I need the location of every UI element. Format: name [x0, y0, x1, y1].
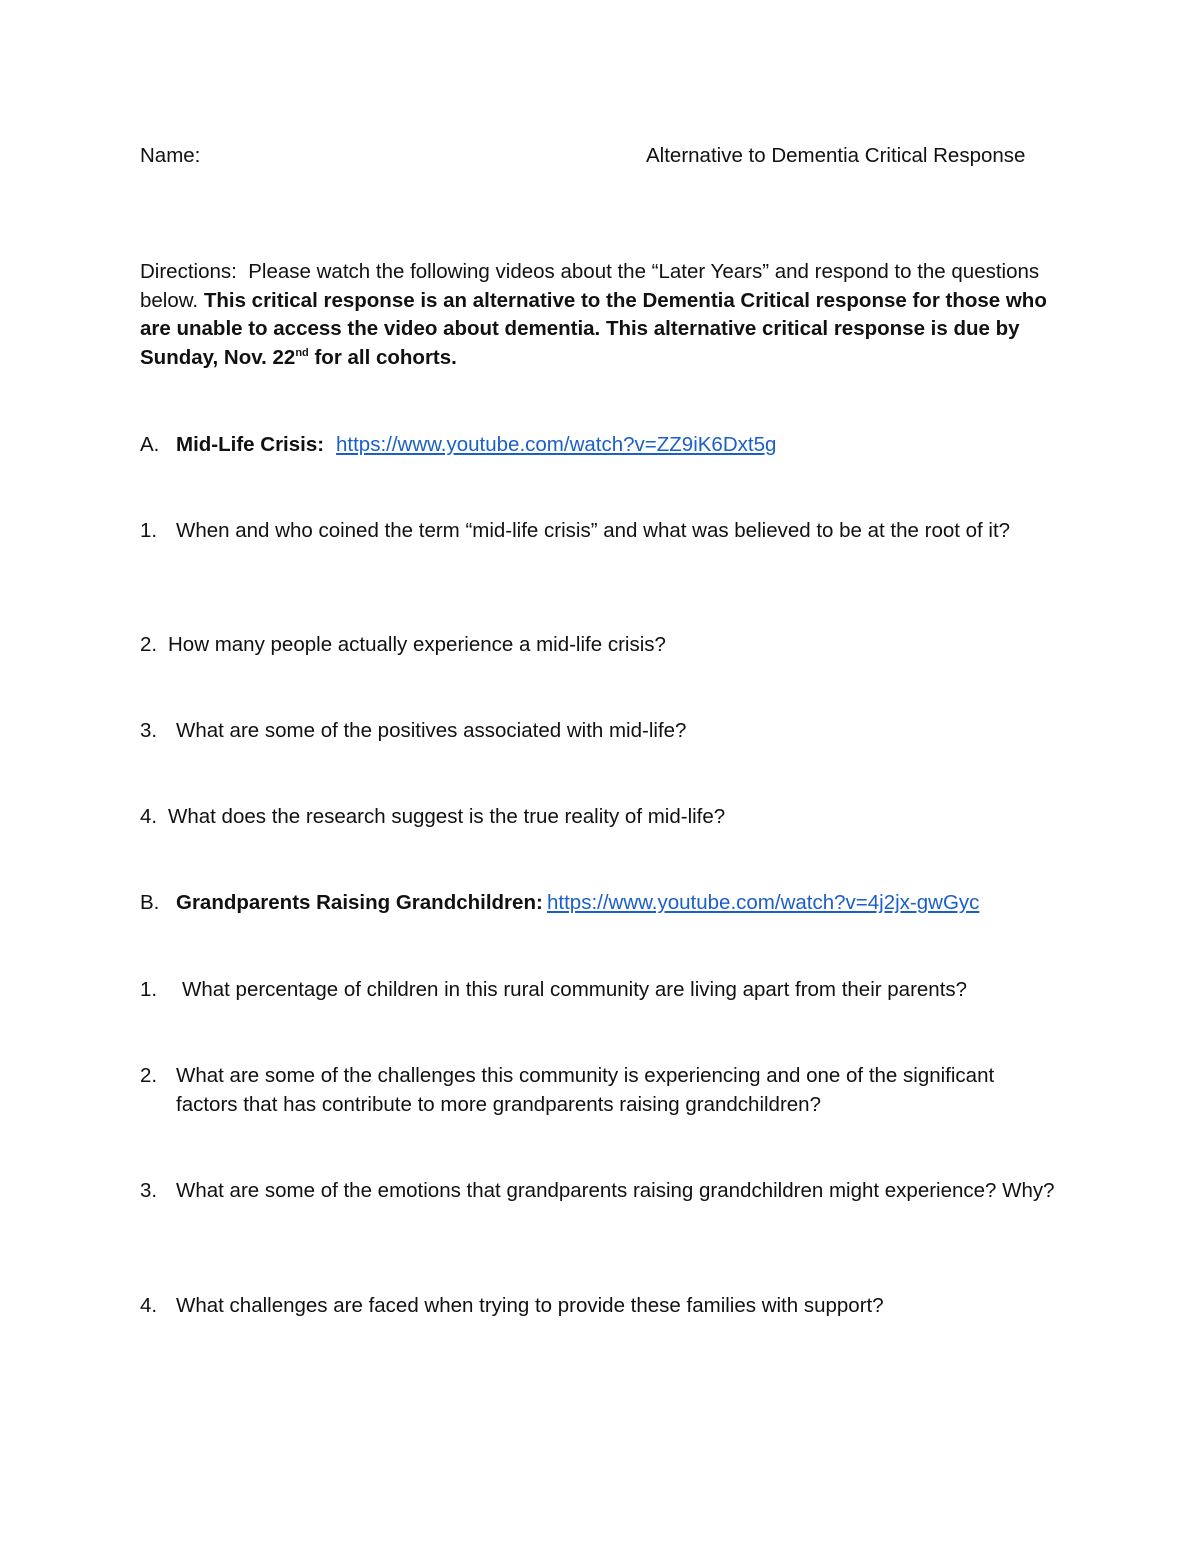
section-b-video-link[interactable]: https://www.youtube.com/watch?v=4j2jx-gwGyc — [547, 891, 980, 914]
section-b-letter: B. — [140, 891, 160, 914]
directions-bold-text: This critical response is an alternative to the Dementia Critical response for those who are unable to access the video about dementia. This alternative critical response is due by Sunday, Nov. 22 — [140, 288, 1047, 369]
directions-bold-end: for all cohorts. — [314, 345, 457, 369]
section-b-q2-number: 2. — [140, 1064, 158, 1087]
section-a-title: Mid-Life Crisis: — [176, 433, 325, 456]
directions-label: Directions: — [140, 260, 237, 283]
section-b-q1-text: What percentage of children in this rural community are living apart from their parents? — [182, 978, 968, 1001]
section-a-q4-number: 4. — [140, 805, 158, 828]
section-a-video-link[interactable]: https://www.youtube.com/watch?v=ZZ9iK6Dxt5g — [336, 433, 777, 456]
section-b-q3-number: 3. — [140, 1179, 158, 1202]
section-b-q1-number: 1. — [140, 978, 158, 1001]
section-a-letter: A. — [140, 433, 160, 456]
name-label: Name: — [140, 144, 201, 167]
directions-plain-text: Please watch the following videos about the “Later Years” and respond to the questions below. — [140, 260, 1040, 312]
section-a-q1-number: 1. — [140, 519, 158, 542]
section-b-q4-number: 4. — [140, 1294, 158, 1317]
directions-paragraph — [140, 258, 1060, 372]
section-b-q4-text: What challenges are faced when trying to provide these families with support? — [176, 1294, 884, 1317]
section-a-q2-text: How many people actually experience a mid-life crisis? — [168, 633, 666, 656]
section-a-q3-number: 3. — [140, 719, 158, 742]
section-a-q3-text: What are some of the positives associated with mid-life? — [176, 719, 687, 742]
section-b-title: Grandparents Raising Grandchildren: — [176, 891, 543, 914]
section-b-q3-text: What are some of the emotions that grandparents raising grandchildren might experience? Why? — [176, 1179, 1055, 1202]
directions-date-suffix: nd — [295, 346, 309, 359]
document-title: Alternative to Dementia Critical Response — [646, 144, 1026, 167]
section-b-q2-text: What are some of the challenges this community is experiencing and one of the significant factors that has contribute to more grandparents raising grandchildren? — [176, 1064, 995, 1116]
section-a-q2-number: 2. — [140, 633, 158, 656]
section-a-q4-text: What does the research suggest is the true reality of mid-life? — [168, 805, 726, 828]
section-a-q1-text: When and who coined the term “mid-life crisis” and what was believed to be at the root of it? — [176, 519, 1011, 542]
